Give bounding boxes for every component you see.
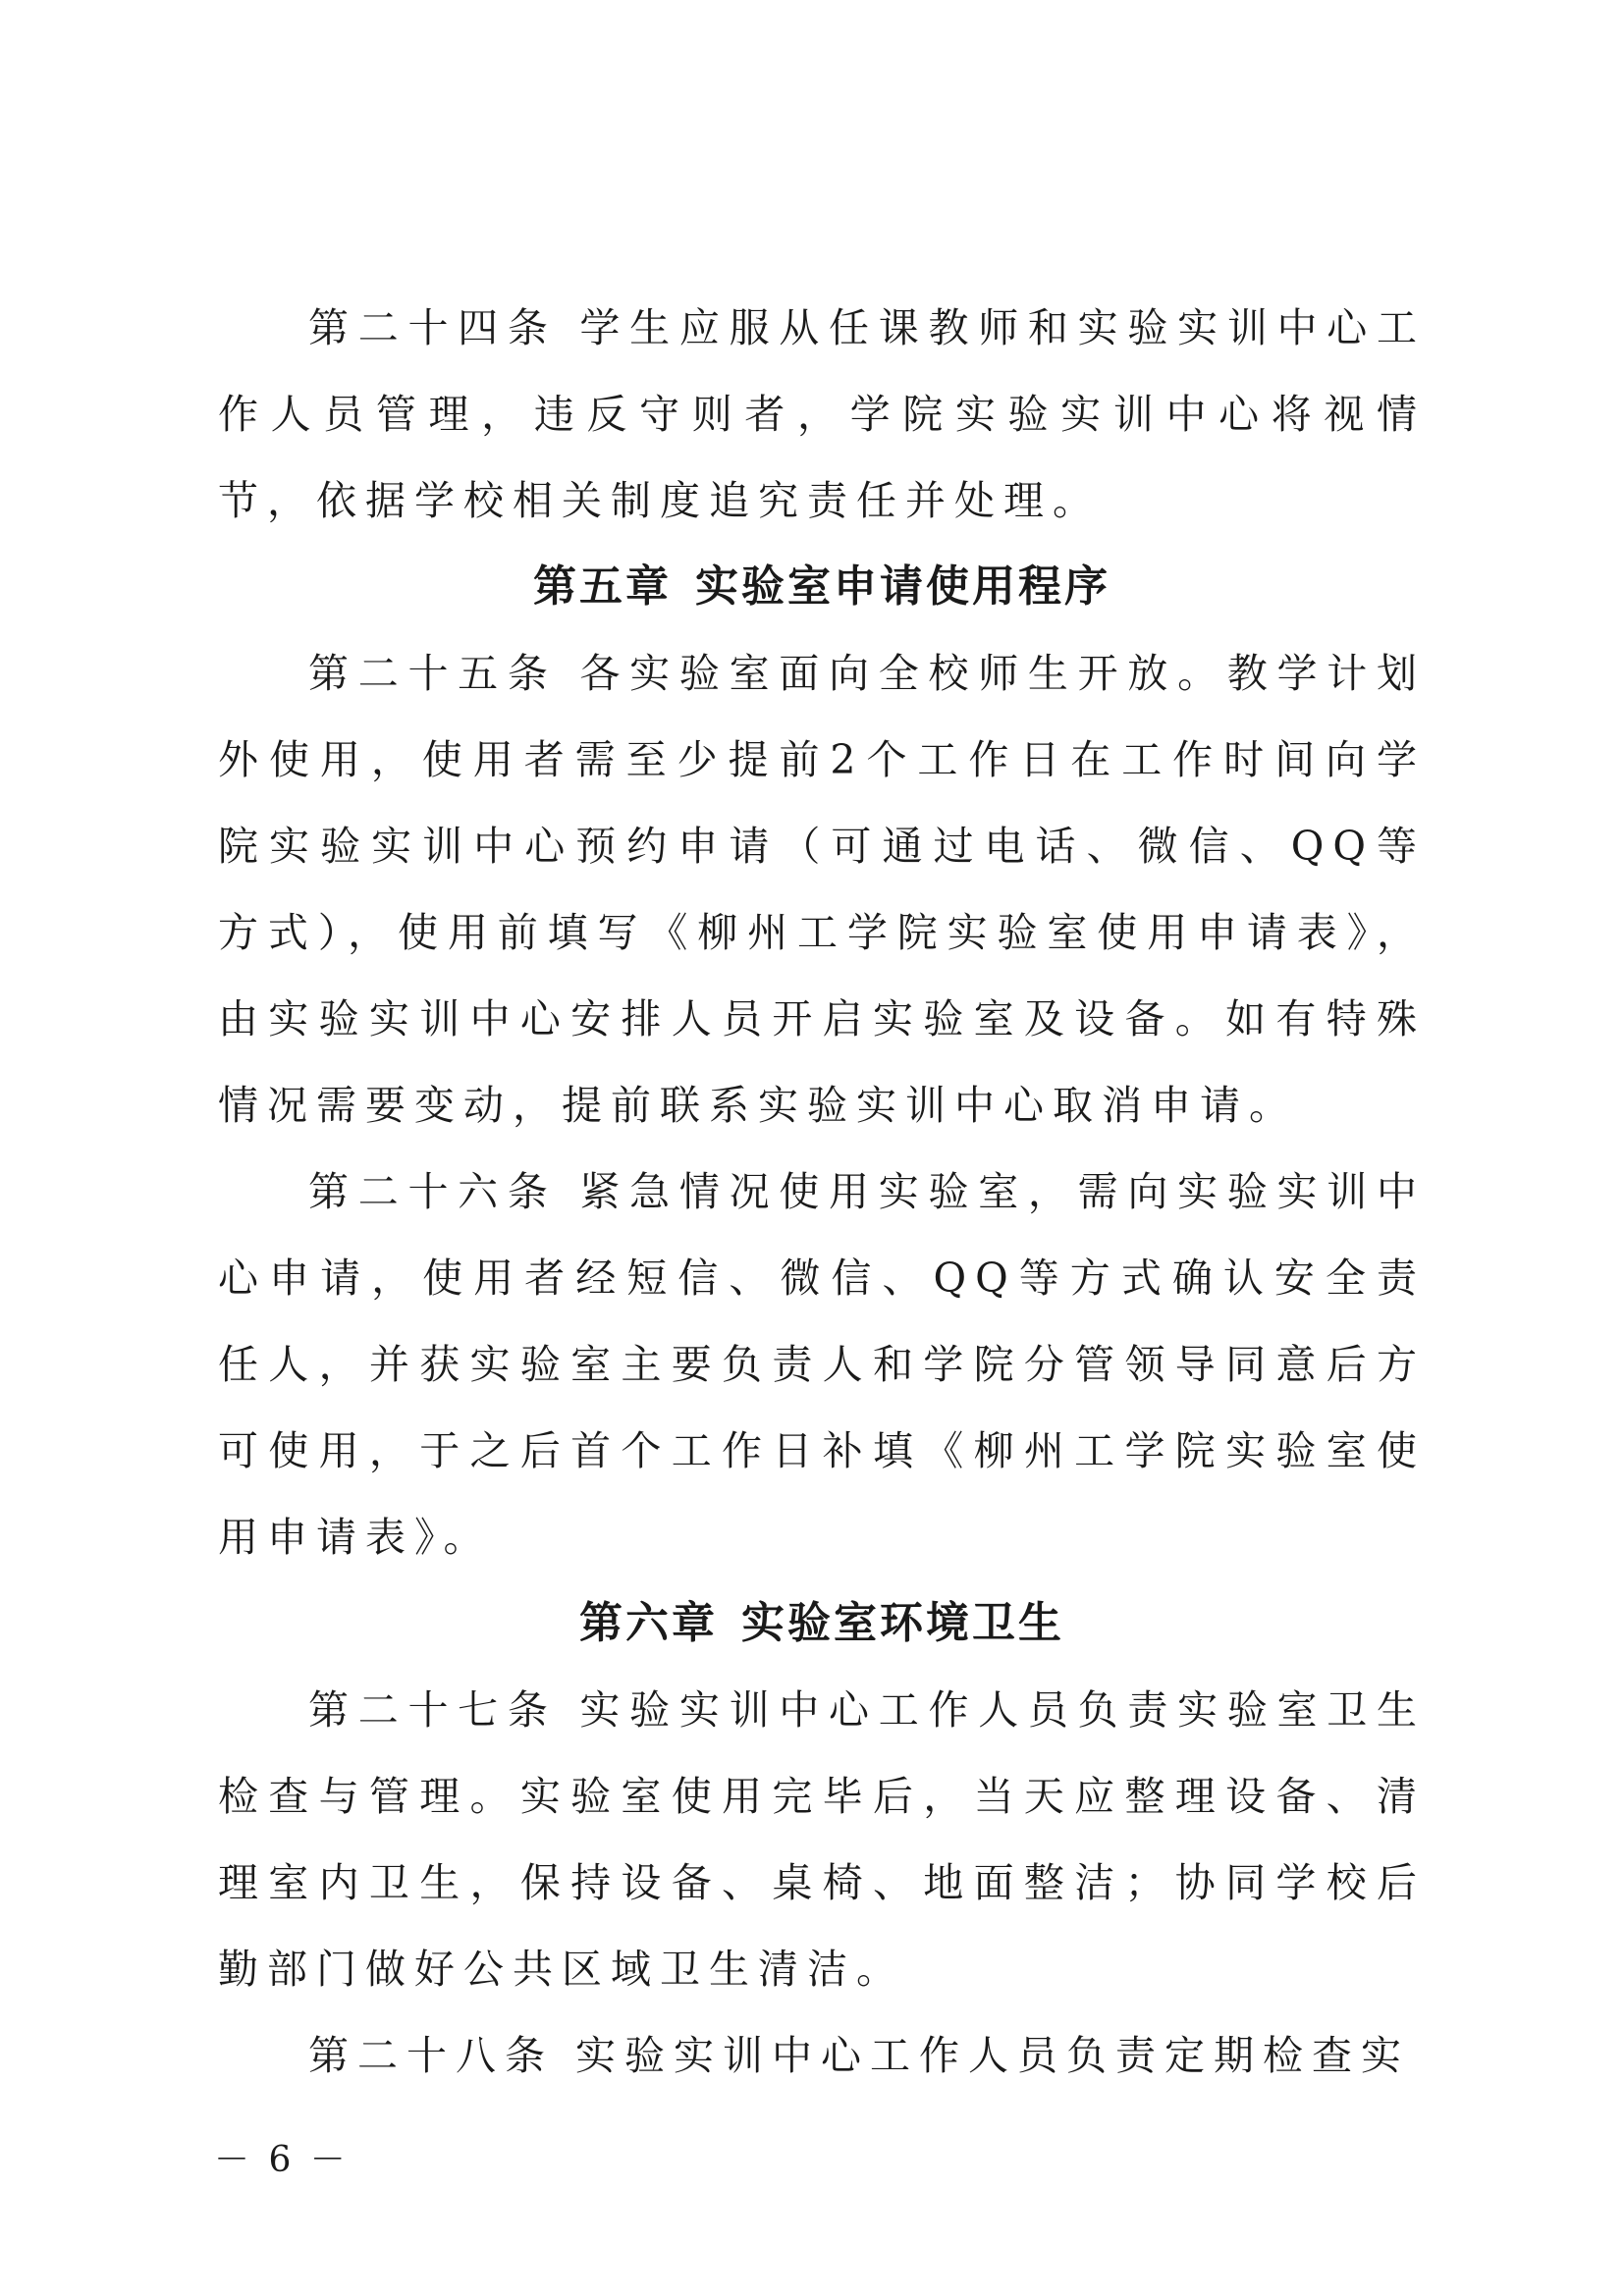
article-24: 第二十四条 学生应服从任课教师和实验实训中心工作人员管理，违反守则者，学院实验实训中心将视情节，依据学校相关制度追究责任并处理。 — [218, 304, 1426, 524]
chapter-5-label: 第五章 — [533, 561, 672, 612]
chapter-5-title: 实验室申请使用程序 — [695, 561, 1110, 612]
document-body — [218, 285, 1426, 2099]
article-25: 第二十五条 各实验室面向全校师生开放。教学计划外使用，使用者需至少提前2个工作日在工作时间向学院实验实训中心预约申请（可通过电话、微信、QQ等方式），使用前填写《柳州工学院实验室使用申请表》，由实验实训中心安排人员开启实验室及设备。如有特殊情况需要变动，提前联系实验实训中心取消申请。 — [218, 650, 1426, 1129]
chapter-6-label: 第六章 — [579, 1598, 718, 1648]
article-28: 第二十八条 实验实训中心工作人员负责定期检查实 — [308, 2032, 1411, 2079]
chapter-6-heading — [218, 1580, 1426, 1667]
article-27: 第二十七条 实验实训中心工作人员负责实验室卫生检查与管理。实验室使用完毕后，当天应整理设备、清理室内卫生，保持设备、桌椅、地面整洁；协同学校后勤部门做好公共区域卫生清洁。 — [218, 1686, 1426, 1993]
chapter-6-title: 实验室环境卫生 — [741, 1598, 1064, 1648]
page-number: － 6 － — [214, 2140, 350, 2180]
article-26: 第二十六条 紧急情况使用实验室，需向实验实训中心申请，使用者经短信、微信、QQ等方式确认安全责任人，并获实验室主要负责人和学院分管领导同意后方可使用，于之后首个工作日补填《柳州工学院实验室使用申请表》。 — [218, 1168, 1426, 1561]
chapter-5-heading — [218, 544, 1426, 630]
